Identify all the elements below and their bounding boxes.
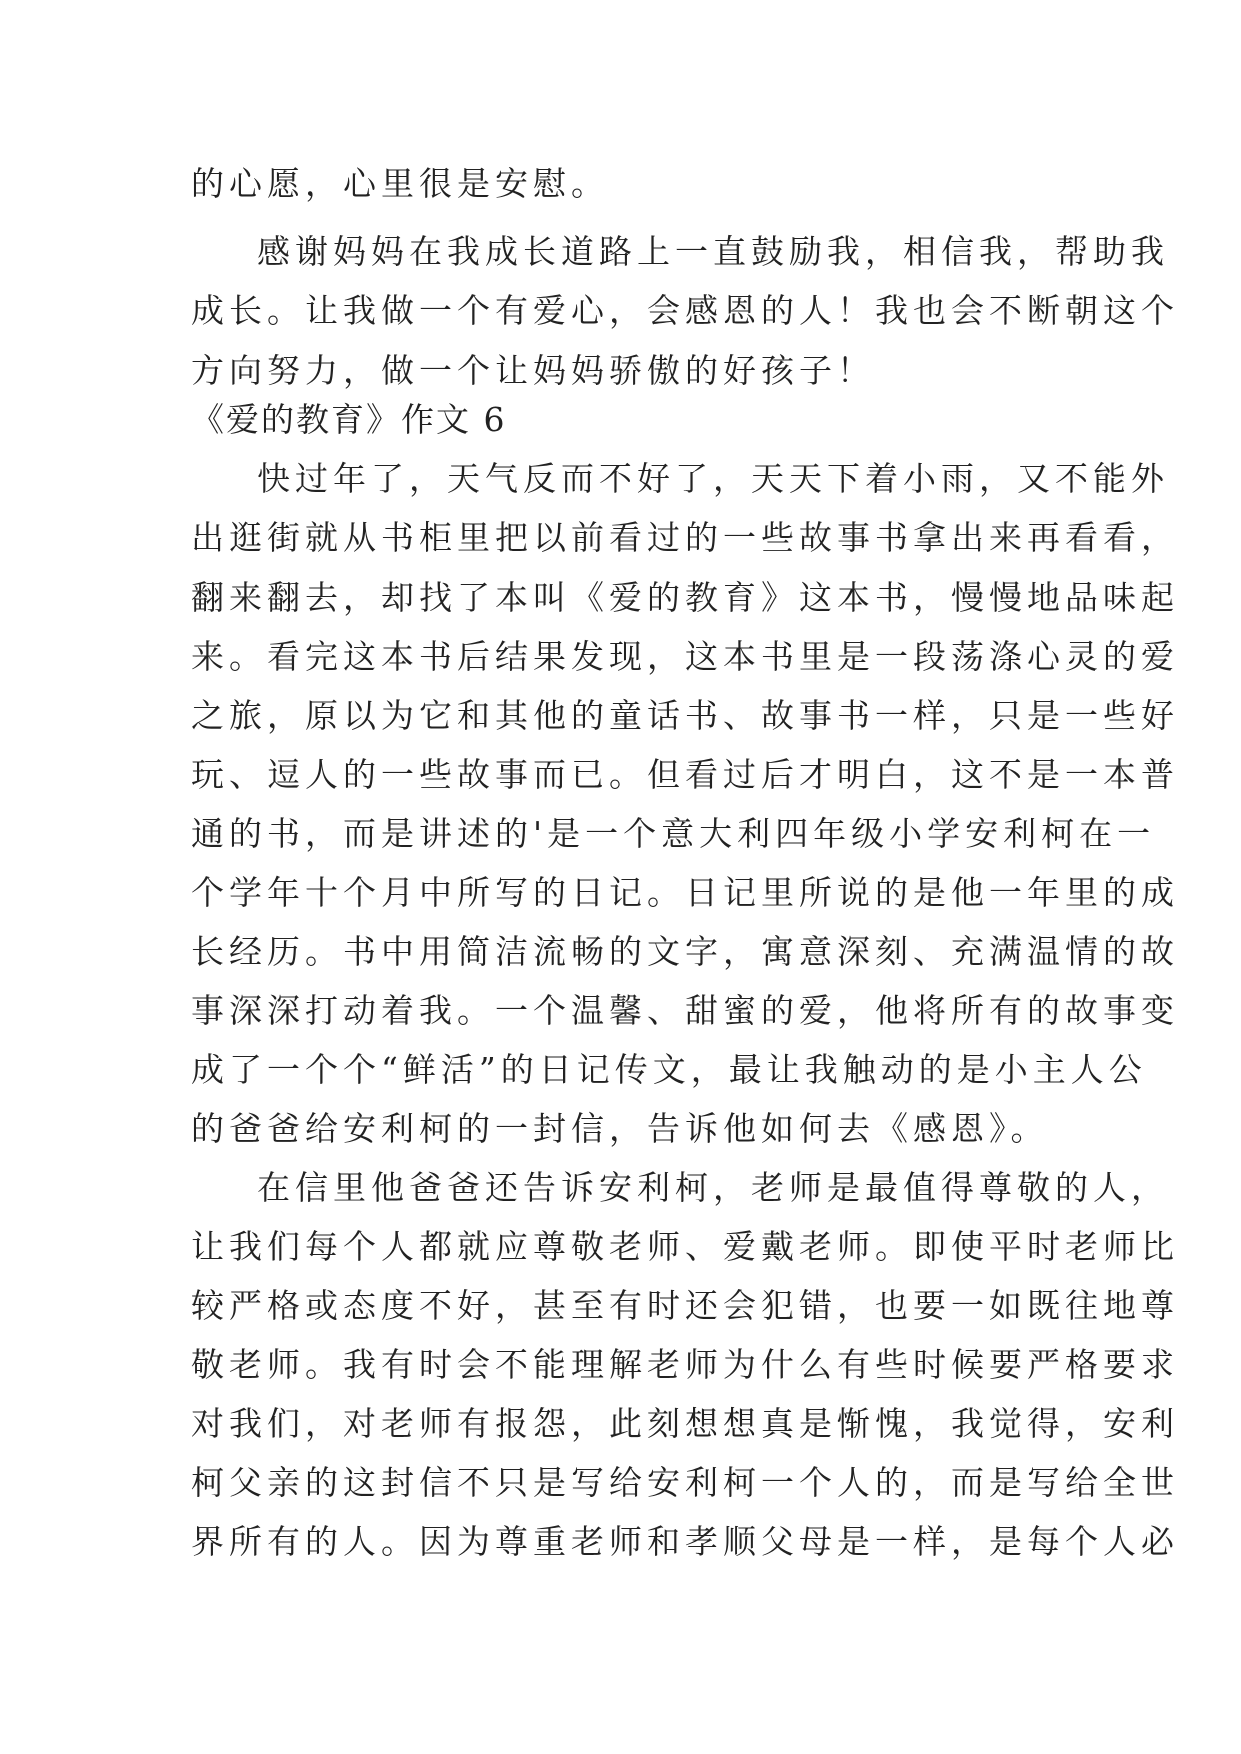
section-heading: 《爱的教育》作文 6 [191,400,507,439]
text-line: 通的书，而是讲述的'是一个意大利四年级小学安利柯在一 [191,814,1156,853]
text-line: 长经历。书中用简洁流畅的文字，寓意深刻、充满温情的故 [191,932,1179,971]
text-line: 个学年十个月中所写的日记。日记里所说的是他一年里的成 [191,873,1179,912]
text-line: 来。看完这本书后结果发现，这本书里是一段荡涤心灵的爱 [191,637,1179,676]
text-line: 对我们，对老师有报怨，此刻想想真是惭愧，我觉得，安利 [191,1404,1179,1443]
text-line: 事深深打动着我。一个温馨、甜蜜的爱，他将所有的故事变 [191,991,1179,1030]
text-line: 敬老师。我有时会不能理解老师为什么有些时候要严格要求 [191,1345,1179,1384]
text-line: 出逛街就从书柜里把以前看过的一些故事书拿出来再看看， [191,518,1179,557]
paragraph-first-line: 在信里他爸爸还告诉安利柯，老师是最值得尊敬的人， [257,1168,1169,1207]
text-line: 界所有的人。因为尊重老师和孝顺父母是一样，是每个人必 [191,1522,1179,1561]
text-line: 的爸爸给安利柯的一封信，告诉他如何去《感恩》。 [191,1109,1049,1148]
text-line: 成长。让我做一个有爱心，会感恩的人！我也会不断朝这个 [191,291,1179,330]
text-line: 之旅，原以为它和其他的童话书、故事书一样，只是一些好 [191,696,1179,735]
text-line: 较严格或态度不好，甚至有时还会犯错，也要一如既往地尊 [191,1286,1179,1325]
text-line: 方向努力，做一个让妈妈骄傲的好孩子！ [191,351,875,390]
paragraph-first-line: 快过年了，天气反而不好了，天天下着小雨，又不能外 [257,459,1169,498]
text-line: 的心愿，心里很是安慰。 [191,164,609,203]
text-line: 让我们每个人都就应尊敬老师、爱戴老师。即使平时老师比 [191,1227,1179,1266]
text-line: 成了一个个“鲜活”的日记传文，最让我触动的是小主人公 [191,1050,1147,1089]
text-line: 柯父亲的这封信不只是写给安利柯一个人的，而是写给全世 [191,1463,1179,1502]
text-line: 玩、逗人的一些故事而已。但看过后才明白，这不是一本普 [191,755,1179,794]
text-line: 翻来翻去，却找了本叫《爱的教育》这本书，慢慢地品味起 [191,578,1179,617]
paragraph-first-line: 感谢妈妈在我成长道路上一直鼓励我，相信我，帮助我 [257,232,1169,271]
